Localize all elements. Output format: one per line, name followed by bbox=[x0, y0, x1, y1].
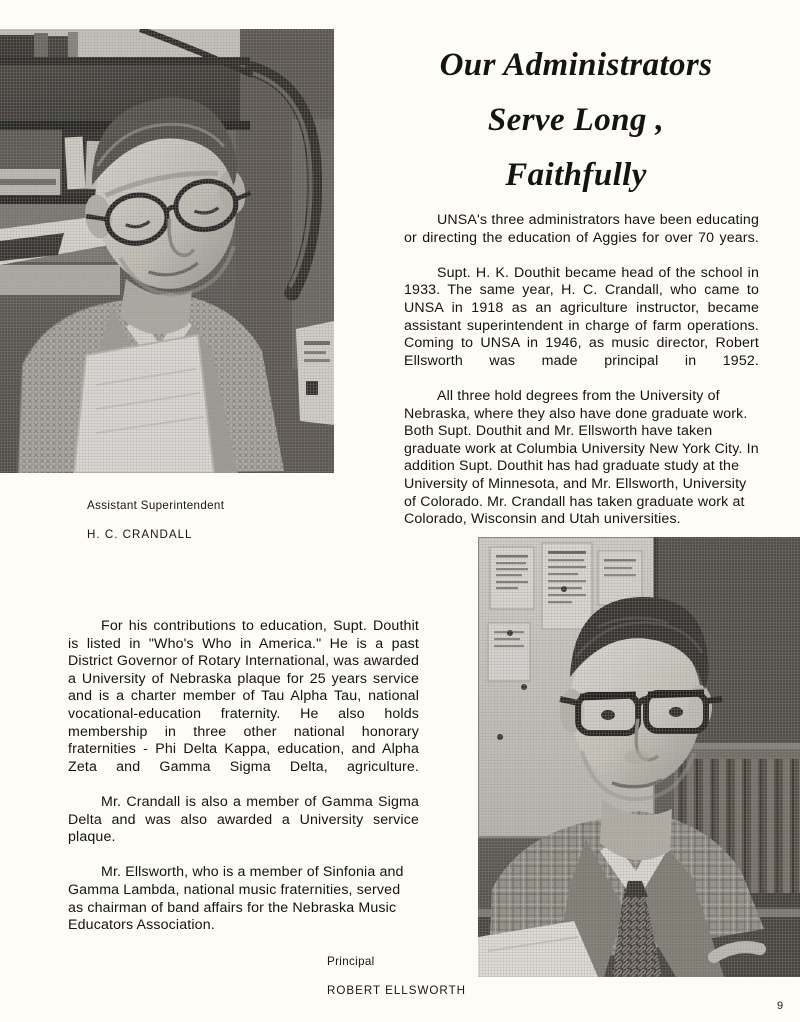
page-number: 9 bbox=[776, 1000, 784, 1012]
paragraph-crandall-honors: Mr. Crandall is also a member of Gamma Sigma Delta and was also awarded a University service plaque. bbox=[68, 793, 419, 846]
photo-crandall-image bbox=[0, 29, 334, 473]
body-text-left-column bbox=[68, 618, 419, 952]
body-text-right-column bbox=[404, 212, 759, 546]
page-title bbox=[360, 38, 792, 203]
photo-crandall bbox=[0, 29, 334, 473]
paragraph-intro: UNSA's three administrators have been educating or directing the education of Aggies for over 70 years. bbox=[404, 212, 759, 246]
caption-crandall bbox=[87, 485, 224, 557]
paragraph-appointments: Supt. H. K. Douthit became head of the school in 1933. The same year, H. C. Crandall, who came to UNSA in 1918 as an agriculture instructor, became assistant superintendent in charge of farm operations. Coming to UNSA in 1946, as music director, Robert Ellsworth was made principal in 1952. bbox=[404, 264, 759, 369]
paragraph-douthit-honors: For his contributions to education, Supt. Douthit is listed in "Who's Who in America." He is a past District Governor of Rotary International, was awarded a University of Nebraska plaque for 25 years service and is a charter member of Tau Alpha Tau, national vocational-education fraternity. He also holds membership in three other national honorary fraternities - Phi Delta Kappa, education, and Alpha Zeta and Gamma Sigma Delta, agriculture. bbox=[68, 618, 419, 775]
caption-crandall-name: H. C. CRANDALL bbox=[87, 528, 193, 542]
caption-ellsworth-role: Principal bbox=[327, 955, 375, 969]
photo-ellsworth-image bbox=[478, 537, 800, 977]
paragraph-ellsworth-honors: Mr. Ellsworth, who is a member of Sinfonia and Gamma Lambda, national music fraternities, served as chairman of band affairs for the Nebraska Music Educators Association. bbox=[68, 864, 404, 934]
paragraph-degrees: All three hold degrees from the University of Nebraska, where they also have done graduate work. Both Supt. Douthit and Mr. Ellsworth have taken graduate work at Columbia University New York City. In addition Supt. Douthit has had graduate study at the University of Minnesota, and Mr. Ellsworth, University of Colorado. Mr. Crandall has taken graduate work at Colorado, Wisconsin and Utah universities. bbox=[404, 387, 759, 528]
caption-ellsworth bbox=[327, 941, 466, 1013]
photo-ellsworth bbox=[478, 537, 800, 977]
page-title-line-1: Our Administrators bbox=[439, 47, 713, 83]
page-title-line-3: Faithfully bbox=[505, 157, 647, 193]
caption-ellsworth-name: ROBERT ELLSWORTH bbox=[327, 984, 467, 998]
page-title-line-2: Serve Long , bbox=[487, 102, 665, 138]
caption-crandall-role: Assistant Superintendent bbox=[87, 499, 225, 513]
